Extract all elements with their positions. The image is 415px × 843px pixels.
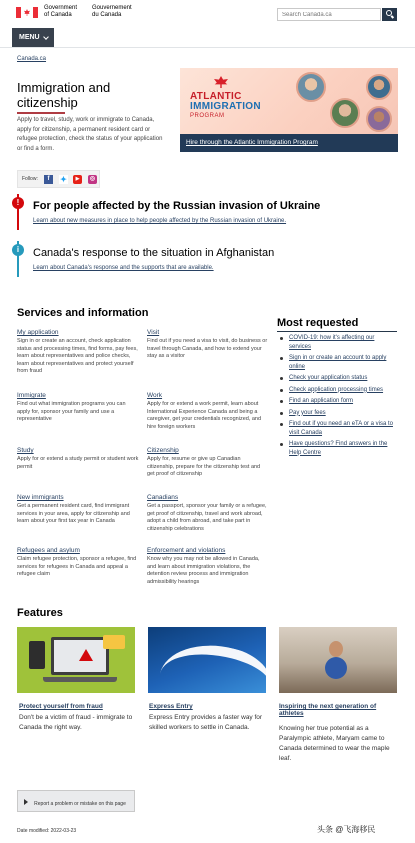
most-requested-link[interactable]: Sign in or create an account to apply online xyxy=(289,355,387,370)
service-item xyxy=(147,494,269,533)
service-link[interactable]: Canadians xyxy=(147,494,179,501)
laptop-illustration xyxy=(51,637,109,675)
service-description: Apply for, resume or give up Canadian citizenship, prepare for the citizenship test and get proof of citizenship xyxy=(147,456,261,477)
service-link[interactable]: Work xyxy=(147,392,163,399)
service-item xyxy=(17,392,139,424)
site-header xyxy=(0,0,415,26)
service-link[interactable]: New immigrants xyxy=(17,494,64,501)
most-requested-link[interactable]: Pay your fees xyxy=(289,409,326,416)
service-item xyxy=(147,447,269,479)
service-description: Find out what immigration programs you can apply for, sponsor your family and use a representative xyxy=(17,401,126,422)
signature-en-line-1: Government xyxy=(44,5,78,11)
service-item xyxy=(147,547,269,586)
service-description: Know why you may not be allowed in Canada, and learn about immigration violations, the detention review process and immigration admissibility hearings xyxy=(147,556,260,585)
ball-illustration xyxy=(325,657,347,679)
service-link[interactable]: Study xyxy=(17,447,34,454)
list-item xyxy=(277,386,397,395)
most-requested-link[interactable]: Check your application status xyxy=(289,375,368,381)
search-button[interactable] xyxy=(382,8,397,21)
service-link[interactable]: Refugees and asylum xyxy=(17,547,80,554)
most-requested-link[interactable]: COVID-19: how it's affecting our services xyxy=(289,335,375,350)
report-problem-label: Report a problem or mistake on this page xyxy=(34,800,126,807)
alert-title: Canada's response to the situation in Afghanistan xyxy=(33,247,275,259)
service-item xyxy=(17,494,139,526)
feature-image-fraud[interactable] xyxy=(17,627,135,693)
signature-fr-line-1: Gouvernement xyxy=(92,5,132,11)
menu-button[interactable] xyxy=(12,28,54,47)
service-link[interactable]: Visit xyxy=(147,329,160,336)
services-heading: Services and information xyxy=(17,307,149,319)
banner-line-1: ATLANTIC xyxy=(190,91,242,102)
banner-photo xyxy=(366,74,392,100)
twitter-icon[interactable]: ✦ xyxy=(60,175,67,184)
service-item xyxy=(17,547,139,579)
banner-photo xyxy=(330,98,360,128)
feature-description: Express Entry provides a faster way for skilled workers to settle in Canada. xyxy=(149,714,263,731)
most-requested-link[interactable]: Find an application form xyxy=(289,398,354,404)
service-item xyxy=(17,447,139,471)
menu-label: MENU xyxy=(19,34,40,41)
most-requested-link[interactable]: Find out if you need an eTA or a visa to visit Canada xyxy=(289,421,393,436)
signature-fr-line-2: du Canada xyxy=(92,12,122,18)
service-link[interactable]: Enforcement and violations xyxy=(147,547,226,554)
service-description: Find out if you need a visa to visit, do business or travel through Canada, and how to extend your stay as a visitor xyxy=(147,338,268,359)
info-icon: i xyxy=(12,244,24,256)
features-heading: Features xyxy=(17,607,63,619)
play-icon xyxy=(24,799,28,805)
title-underline xyxy=(17,112,65,114)
service-description: Get a passport, sponsor your family or a refugee, get proof of citizenship, travel and work abroad, adopt a child from abroad, and take part in citizenship celebrations xyxy=(147,503,267,532)
youtube-icon[interactable]: ▶ xyxy=(73,175,82,184)
alert-ukraine xyxy=(17,194,397,230)
search-icon-handle xyxy=(391,15,394,18)
instagram-icon[interactable]: ◎ xyxy=(89,176,96,182)
follow-bar xyxy=(17,170,100,188)
intro-text: Apply to travel, study, work or immigrate to Canada, apply for citizenship, a permanent resident card or refugee protection, check the status of your application or find a form. xyxy=(17,117,163,152)
list-item xyxy=(277,334,397,351)
canada-flag-icon[interactable] xyxy=(16,7,38,18)
banner-line-2: IMMIGRATION xyxy=(190,101,261,112)
service-description: Get a permanent resident card, find immigrant services in your area, apply for citizenship and learn about your first tax year in Canada xyxy=(17,503,130,524)
feature-image-athlete[interactable] xyxy=(279,627,397,693)
chevron-down-icon xyxy=(43,34,49,40)
banner-caption-bar xyxy=(180,134,398,152)
service-description: Sign in or create an account, check application status and processing times, find forms, pay fees, learn about representatives and police checks, learn about representatives and protect yourself from fraud xyxy=(17,338,138,374)
service-link[interactable]: Immigrate xyxy=(17,392,46,399)
facebook-icon[interactable]: f xyxy=(44,175,53,184)
banner-photo xyxy=(296,72,326,102)
feature-link[interactable]: Inspiring the next generation of athletes xyxy=(279,703,377,717)
list-item xyxy=(277,397,397,406)
banner-photo xyxy=(366,106,392,132)
service-description: Claim refugee protection, sponsor a refugee, find services for refugees in Canada and appeal a refugee claim xyxy=(17,556,137,577)
list-item xyxy=(277,440,397,457)
athlete-illustration xyxy=(329,641,343,657)
service-item xyxy=(147,329,269,361)
most-requested-link[interactable]: Check application processing times xyxy=(289,386,384,393)
credit-card-illustration xyxy=(103,635,125,649)
most-requested-link[interactable]: Have questions? Find answers in the Help Centre xyxy=(289,441,388,456)
feature-link[interactable]: Protect yourself from fraud xyxy=(19,703,103,710)
most-requested-list xyxy=(277,334,397,460)
search-input[interactable] xyxy=(277,8,381,21)
phone-illustration xyxy=(29,641,45,669)
alert-title: For people affected by the Russian invasion of Ukraine xyxy=(33,200,321,212)
feature-image-express-entry[interactable] xyxy=(148,627,266,693)
alert-link[interactable]: Learn about new measures in place to help people affected by the Russian invasion of Ukraine. xyxy=(33,218,287,224)
divider xyxy=(277,331,397,332)
laptop-base xyxy=(43,677,117,682)
breadcrumb[interactable]: Canada.ca xyxy=(17,56,47,62)
list-item xyxy=(277,409,397,418)
atlantic-immigration-banner[interactable] xyxy=(180,68,398,152)
feature-link[interactable]: Express Entry xyxy=(149,703,193,710)
arrow-illustration xyxy=(153,633,266,693)
service-description: Apply for or extend a work permit, learn about International Experience Canada and being a caregiver, get your credentials recognized, and hire foreign workers xyxy=(147,401,262,430)
watermark-caption: 头条 @飞海移民 xyxy=(317,825,376,834)
banner-line-3: PROGRAM xyxy=(190,113,225,119)
feature-description: Don't be a victim of fraud - immigrate to Canada the right way. xyxy=(19,714,133,731)
report-problem-button[interactable] xyxy=(17,790,135,812)
government-signature-en[interactable] xyxy=(44,5,77,19)
service-link[interactable]: Citizenship xyxy=(147,447,179,454)
most-requested-heading: Most requested xyxy=(277,317,359,329)
service-item xyxy=(147,392,269,431)
maple-leaf-icon xyxy=(214,76,228,88)
government-signature-fr[interactable] xyxy=(92,5,132,19)
alert-afghanistan xyxy=(17,241,397,277)
alert-link[interactable]: Learn about Canada's response and the supports that are available. xyxy=(33,265,214,271)
banner-link[interactable]: Hire through the Atlantic Immigration Program xyxy=(186,139,318,146)
signature-en-line-2: of Canada xyxy=(44,12,72,18)
list-item xyxy=(277,354,397,371)
service-description: Apply for or extend a study permit or student work permit xyxy=(17,456,139,470)
page-title: Immigration and citizenship xyxy=(17,80,111,110)
list-item xyxy=(277,374,397,383)
feature-description: Knowing her true potential as a Paralympic athlete, Maryam came to Canada determined to wear the maple leaf. xyxy=(279,725,390,762)
menu-bar xyxy=(0,28,415,48)
follow-label: Follow: xyxy=(22,176,38,182)
banner-image xyxy=(180,68,398,134)
date-modified: Date modified: 2022-03-23 xyxy=(17,828,77,834)
list-item xyxy=(277,420,397,437)
warning-icon: ! xyxy=(12,197,24,209)
service-link[interactable]: My application xyxy=(17,329,59,336)
service-item xyxy=(17,329,139,376)
